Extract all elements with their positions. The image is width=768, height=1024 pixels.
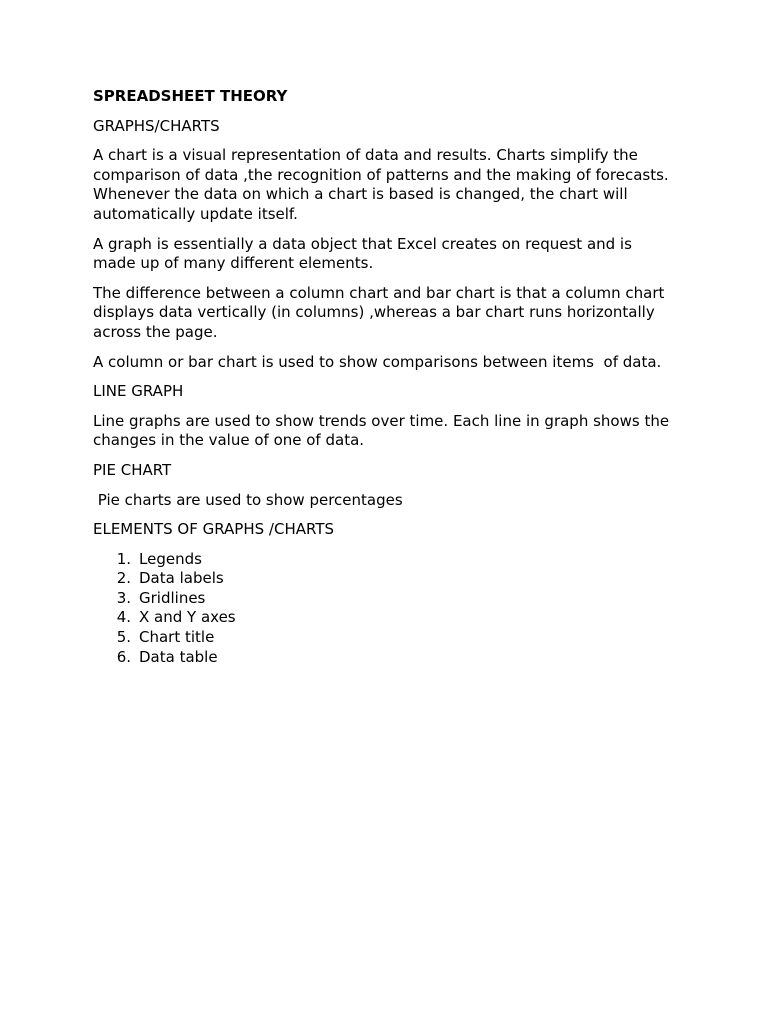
document-title: SPREADSHEET THEORY [93,87,288,105]
list-item-number: 6. [116,647,131,666]
list-item-number: 4. [116,608,131,627]
paragraph-column-vs-bar: The difference between a column chart and bar chart is that a column chart displays data vertically (in columns) ,whereas a bar chart runs horizontally across the page. [93,283,670,341]
list-item-text: Chart title [139,628,215,647]
list-item [93,628,673,648]
list-item-number: 3. [116,588,131,607]
list-item-text: Data labels [139,569,224,588]
list-item-text: Gridlines [139,588,206,607]
paragraph-column-bar-usage: A column or bar chart is used to show comparisons between items of data. [93,352,662,371]
list-item [93,550,673,570]
list-item [93,608,673,628]
paragraph-graph-definition: A graph is essentially a data object that Excel creates on request and is made up of many different elements. [93,234,637,273]
list-item-text: Data table [139,647,218,666]
document-page [93,87,673,667]
elements-list [93,550,673,668]
paragraph-pie-chart-usage: Pie charts are used to show percentages [93,490,403,509]
list-item-number: 1. [116,549,131,568]
list-item-number: 2. [116,569,131,588]
section-heading-graphs-charts: GRAPHS/CHARTS [93,116,220,135]
list-item [93,648,673,668]
section-heading-line-graph: LINE GRAPH [93,382,184,401]
section-heading-elements: ELEMENTS OF GRAPHS /CHARTS [93,520,335,539]
list-item [93,569,673,589]
section-heading-pie-chart: PIE CHART [93,460,172,479]
list-item-text: Legends [139,549,202,568]
list-item-number: 5. [116,628,131,647]
paragraph-chart-definition: A chart is a visual representation of data and results. Charts simplify the comparison of data ,the recognition of patterns and the making of forecasts. Whenever the data on which a chart is based is changed, the chart will automatically update itself. [93,146,674,223]
list-item-text: X and Y axes [139,608,236,627]
list-item [93,589,673,609]
paragraph-line-graph-usage: Line graphs are used to show trends over time. Each line in graph shows the changes in the value of one of data. [93,411,674,450]
